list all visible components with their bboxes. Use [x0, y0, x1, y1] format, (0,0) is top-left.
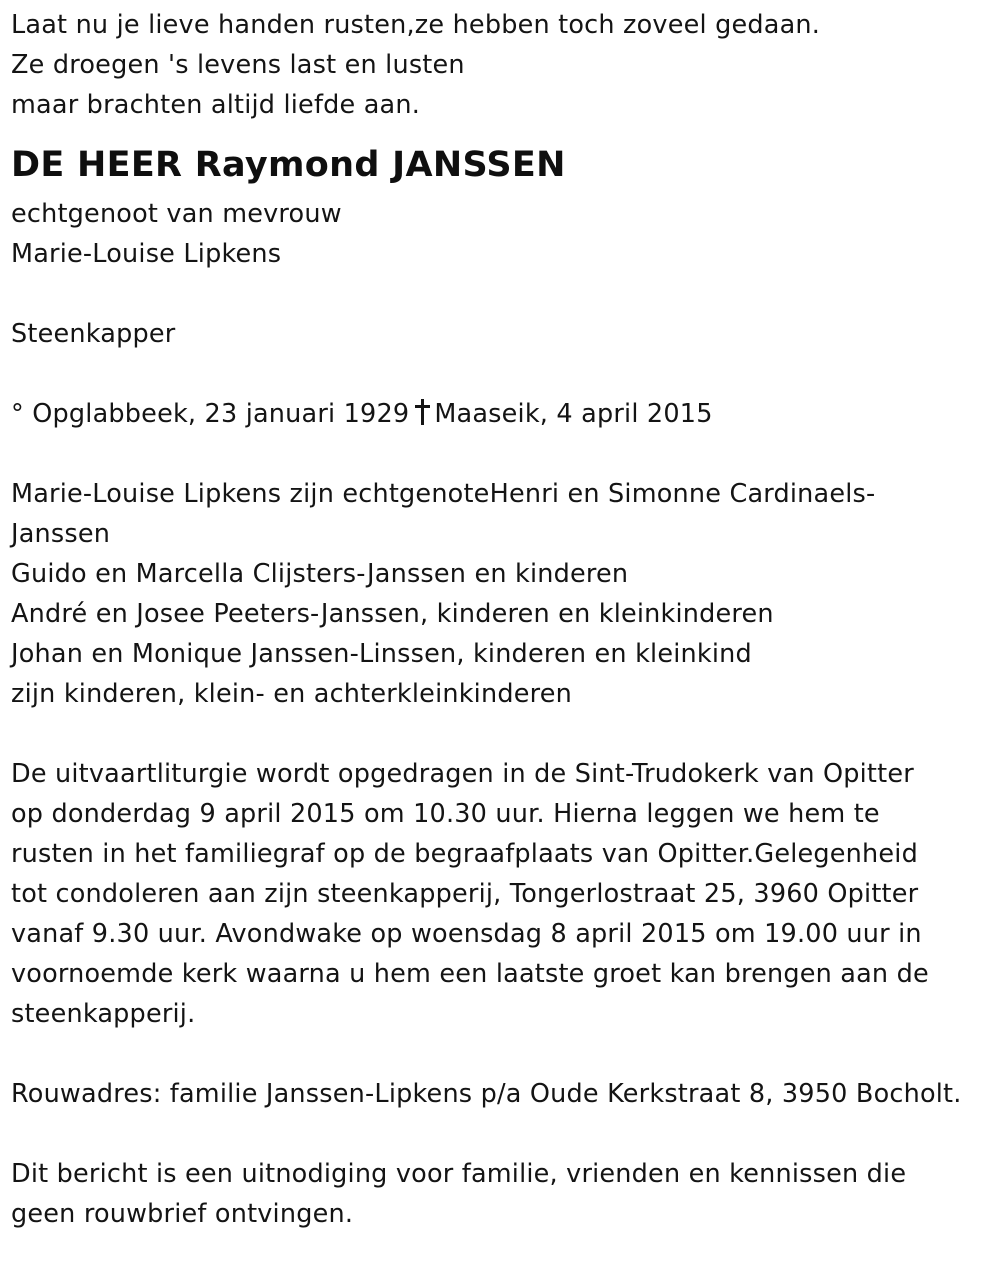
poem-line: Ze droegen 's levens last en lusten [11, 50, 465, 80]
funeral-line: steenkapperij. [11, 999, 196, 1029]
dates-line [11, 394, 991, 434]
invitation-line: Dit bericht is een uitnodiging voor familie, vrienden en kennissen die [11, 1159, 907, 1189]
spacer [11, 1034, 991, 1074]
poem-line: Laat nu je lieve handen rusten,ze hebben toch zoveel gedaan. [11, 10, 821, 40]
funeral-line: vanaf 9.30 uur. Avondwake op woensdag 8 april 2015 om 19.00 uur in [11, 919, 922, 949]
family-line: Janssen [11, 519, 111, 549]
birth-info: ° Opglabbeek, 23 januari 1929 [11, 399, 410, 429]
poem [11, 5, 991, 125]
family-list [11, 474, 991, 714]
family-line: Johan en Monique Janssen-Linssen, kinderen en kleinkind [11, 639, 752, 669]
family-line: Marie-Louise Lipkens zijn echtgenoteHenri en Simonne Cardinaels- [11, 479, 876, 509]
spacer [11, 1114, 991, 1154]
spouse-intro: echtgenoot van mevrouw [11, 199, 342, 229]
mourning-address: Rouwadres: familie Janssen-Lipkens p/a Oude Kerkstraat 8, 3950 Bocholt. [11, 1079, 962, 1109]
funeral-line: voornoemde kerk waarna u hem een laatste groet kan brengen aan de [11, 959, 929, 989]
funeral-details [11, 754, 991, 1034]
family-line: Guido en Marcella Clijsters-Janssen en kinderen [11, 559, 629, 589]
profession: Steenkapper [11, 319, 176, 349]
invitation-line: geen rouwbrief ontvingen. [11, 1199, 354, 1229]
funeral-line: tot condoleren aan zijn steenkapperij, Tongerlostraat 25, 3960 Opitter [11, 879, 919, 909]
family-line: André en Josee Peeters-Janssen, kinderen en kleinkinderen [11, 599, 774, 629]
cross-icon [415, 399, 429, 425]
funeral-line: De uitvaartliturgie wordt opgedragen in de Sint-Trudokerk van Opitter [11, 759, 914, 789]
poem-line: maar brachten altijd liefde aan. [11, 90, 421, 120]
funeral-line: rusten in het familiegraf op de begraafplaats van Opitter.Gelegenheid [11, 839, 918, 869]
funeral-line: op donderdag 9 april 2015 om 10.30 uur. Hierna leggen we hem te [11, 799, 880, 829]
spacer [11, 434, 991, 474]
spacer [11, 274, 991, 314]
invitation-note [11, 1154, 991, 1234]
deceased-name: DE HEER Raymond JANSSEN [11, 145, 566, 185]
spouse-name: Marie-Louise Lipkens [11, 239, 282, 269]
spacer [11, 354, 991, 394]
spacer [11, 714, 991, 754]
death-info: Maaseik, 4 april 2015 [434, 399, 713, 429]
family-line: zijn kinderen, klein- en achterkleinkinderen [11, 679, 572, 709]
death-notice [11, 5, 991, 1234]
